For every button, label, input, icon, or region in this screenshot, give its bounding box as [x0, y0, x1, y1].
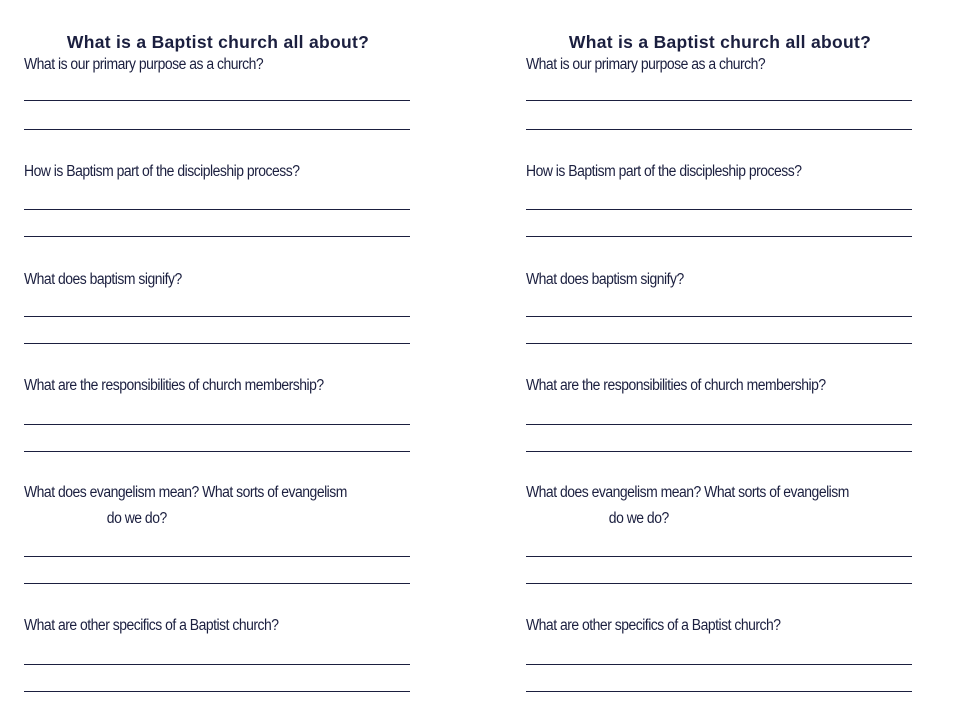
- question-label: What are the responsibilities of church membership?: [24, 377, 324, 394]
- answer-line[interactable]: [24, 424, 410, 425]
- answer-line[interactable]: [526, 236, 912, 237]
- answer-line[interactable]: [526, 583, 912, 584]
- answer-line[interactable]: [24, 316, 410, 317]
- question-label: What does baptism signify?: [24, 271, 182, 288]
- question-label: What does baptism signify?: [526, 271, 684, 288]
- question-label: What are other specifics of a Baptist church?: [24, 617, 279, 634]
- answer-line[interactable]: [526, 556, 912, 557]
- answer-line[interactable]: [24, 236, 410, 237]
- question-label: What is our primary purpose as a church?: [24, 56, 264, 73]
- answer-line[interactable]: [526, 691, 912, 692]
- question-label: How is Baptism part of the discipleship process?: [24, 163, 300, 180]
- answer-line[interactable]: [526, 129, 912, 130]
- question-label-line-1: What does evangelism mean? What sorts of evangelism: [526, 484, 849, 501]
- question-label: How is Baptism part of the discipleship process?: [526, 163, 802, 180]
- answer-line[interactable]: [24, 583, 410, 584]
- page-title: What is a Baptist church all about?: [568, 32, 872, 52]
- answer-line[interactable]: [526, 664, 912, 665]
- answer-line[interactable]: [24, 129, 410, 130]
- question-label-line-2: do we do?: [608, 510, 669, 527]
- question-label-line-2: do we do?: [106, 510, 167, 527]
- answer-line[interactable]: [24, 556, 410, 557]
- answer-line[interactable]: [526, 209, 912, 210]
- answer-line[interactable]: [24, 100, 410, 101]
- answer-line[interactable]: [24, 691, 410, 692]
- answer-line[interactable]: [24, 209, 410, 210]
- answer-line[interactable]: [526, 424, 912, 425]
- answer-line[interactable]: [526, 451, 912, 452]
- question-label: What is our primary purpose as a church?: [526, 56, 766, 73]
- page-title: What is a Baptist church all about?: [66, 32, 370, 52]
- answer-line[interactable]: [24, 451, 410, 452]
- answer-line[interactable]: [526, 343, 912, 344]
- answer-line[interactable]: [526, 316, 912, 317]
- answer-line[interactable]: [24, 664, 410, 665]
- answer-line[interactable]: [24, 343, 410, 344]
- answer-line[interactable]: [526, 100, 912, 101]
- question-label-line-1: What does evangelism mean? What sorts of evangelism: [24, 484, 347, 501]
- question-label: [24, 480, 413, 532]
- question-label: What are other specifics of a Baptist church?: [526, 617, 781, 634]
- question-label: [526, 480, 915, 532]
- question-label: What are the responsibilities of church membership?: [526, 377, 826, 394]
